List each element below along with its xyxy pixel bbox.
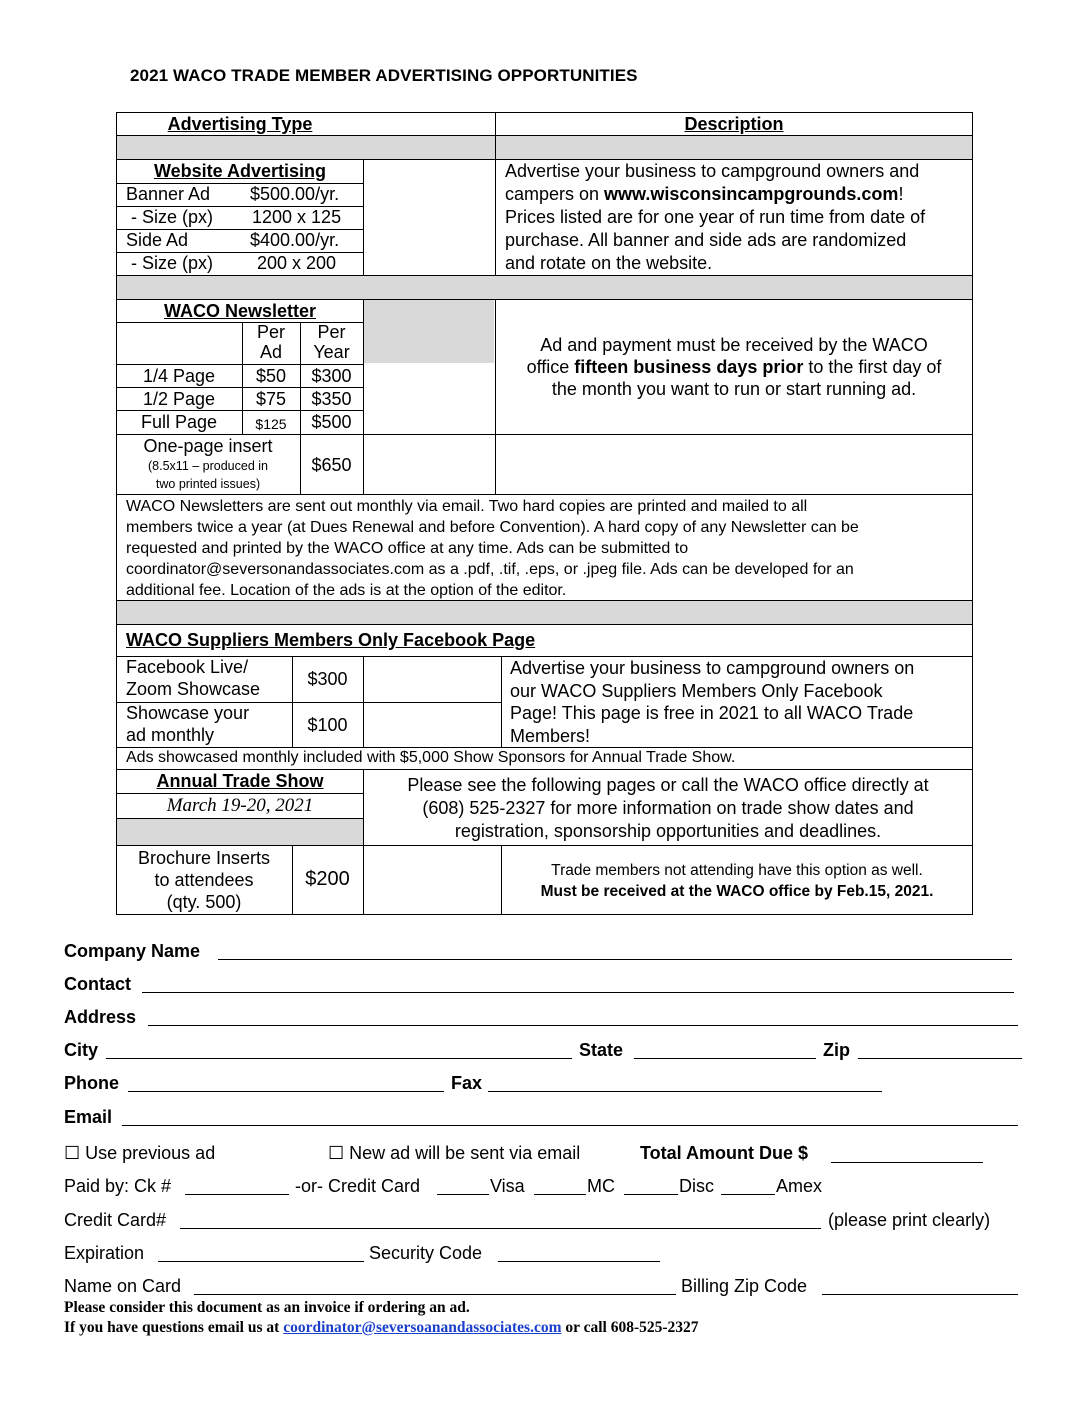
- visa-field[interactable]: [437, 1194, 489, 1195]
- tradeshow-description: Please see the following pages or call the WACO office directly at (608) 525-2327 for more information on trade show dates and registration, sponsorship opportunities and deadlines.: [407, 775, 929, 841]
- name-on-card-label: Name on Card: [64, 1276, 182, 1296]
- coordinator-email-link[interactable]: coordinator@seversoanandassociates.com: [283, 1319, 562, 1336]
- mc-label: MC: [587, 1176, 615, 1196]
- visa-label: Visa: [490, 1176, 525, 1196]
- newsletter-notes: WACO Newsletters are sent out monthly via email. Two hard copies are printed and mailed to all members twice a year (at Dues Renewal and before Convention). A hard copy of any Newsletter can be requested and printed by the WACO office at any time. Ads can be submitted to coordinator@seversonandassociates.com as a .pdf, .tif, .eps, or .jpeg file. Ads can be developed for an additional fee. Location of the ads is at the option of the editor.: [126, 498, 859, 599]
- page-title: 2021 WACO TRADE MEMBER ADVERTISING OPPORTUNITIES: [130, 66, 638, 85]
- tradeshow-heading: Annual Trade Show: [156, 771, 324, 791]
- contact-field[interactable]: [142, 992, 1014, 993]
- name-on-card-field[interactable]: [194, 1294, 676, 1295]
- phone-field[interactable]: [128, 1091, 444, 1092]
- security-code-field[interactable]: [498, 1261, 660, 1262]
- city-label: City: [64, 1040, 99, 1060]
- website-row-value: $400.00/yr.: [250, 230, 340, 250]
- header-description: Description: [684, 114, 784, 134]
- col-per-ad: Per Ad: [256, 322, 285, 362]
- tradeshow-date: March 19-20, 2021: [166, 795, 314, 816]
- company-name-field[interactable]: [218, 959, 1012, 960]
- new-ad-checkbox[interactable]: ☐ New ad will be sent via email: [328, 1143, 581, 1163]
- facebook-row-price: $100: [307, 715, 348, 735]
- amex-field[interactable]: [721, 1194, 775, 1195]
- expiration-field[interactable]: [158, 1261, 364, 1262]
- newsletter-row-label: Full Page: [140, 412, 218, 432]
- newsletter-row-label: 1/2 Page: [142, 389, 216, 409]
- billing-zip-label: Billing Zip Code: [681, 1276, 808, 1296]
- website-row-value: $500.00/yr.: [250, 184, 340, 204]
- state-label: State: [579, 1040, 624, 1060]
- billing-zip-field[interactable]: [822, 1294, 1018, 1295]
- newsletter-row-year: $350: [311, 389, 352, 409]
- insert-price: $650: [311, 455, 352, 475]
- facebook-row-price: $300: [307, 669, 348, 689]
- website-row-value: 1200 x 125: [252, 207, 342, 227]
- check-number-field[interactable]: [185, 1194, 289, 1195]
- website-row-label: Banner Ad: [126, 184, 211, 204]
- security-code-label: Security Code: [369, 1243, 483, 1263]
- fax-field[interactable]: [488, 1091, 882, 1092]
- expiration-label: Expiration: [64, 1243, 145, 1263]
- paid-by-label: Paid by: Ck #: [64, 1176, 172, 1196]
- facebook-row-label: Facebook Live/ Zoom Showcase: [126, 657, 261, 699]
- company-name-label: Company Name: [64, 941, 201, 961]
- zip-label: Zip: [823, 1040, 850, 1060]
- email-label: Email: [64, 1107, 113, 1127]
- total-amount-label: Total Amount Due $: [640, 1143, 808, 1163]
- newsletter-row-ad: $50: [255, 366, 287, 386]
- facebook-row-label: Showcase your ad monthly: [126, 703, 250, 745]
- brochure-description: Trade members not attending have this option as well. Must be received at the WACO office by Feb.15, 2021.: [540, 862, 934, 900]
- city-field[interactable]: [106, 1058, 572, 1059]
- brochure-price: $200: [305, 868, 350, 890]
- col-per-year: Per Year: [313, 322, 350, 362]
- disc-field[interactable]: [624, 1194, 678, 1195]
- contact-label: Contact: [64, 974, 131, 994]
- facebook-heading: WACO Suppliers Members Only Facebook Page: [126, 630, 536, 650]
- insert-note: (8.5x11 – produced in: [148, 459, 268, 473]
- website-row-label: Side Ad: [126, 230, 189, 250]
- newsletter-row-year: $500: [311, 412, 352, 432]
- address-field[interactable]: [148, 1025, 1018, 1026]
- brochure-label: Brochure Inserts to attendees (qty. 500): [137, 848, 271, 912]
- phone-label: Phone: [64, 1073, 120, 1093]
- insert-label: One-page insert: [143, 436, 273, 456]
- website-row-label: - Size (px): [126, 207, 214, 227]
- print-clearly-note: (please print clearly): [828, 1210, 991, 1230]
- credit-card-number-label: Credit Card#: [64, 1210, 167, 1230]
- newsletter-row-label: 1/4 Page: [142, 366, 216, 386]
- newsletter-row-ad: $125: [255, 416, 287, 432]
- credit-card-option-label: -or- Credit Card: [295, 1176, 421, 1196]
- newsletter-row-year: $300: [311, 366, 352, 386]
- facebook-description: Advertise your business to campground owners on our WACO Suppliers Members Only Facebook Page! This page is free in 2021 to all WACO Trade Members!: [510, 658, 915, 746]
- invoice-note: Please consider this document as an invoice if ordering an ad.: [64, 1299, 470, 1316]
- website-row-label: - Size (px): [126, 253, 214, 273]
- fax-label: Fax: [451, 1073, 483, 1093]
- contact-note: If you have questions email us at coordinator@seversoanandassociates.com or call 608-525-2327: [64, 1319, 699, 1336]
- insert-note: two printed issues): [155, 477, 261, 491]
- mc-field[interactable]: [534, 1194, 586, 1195]
- facebook-note: Ads showcased monthly included with $5,000 Show Sponsors for Annual Trade Show.: [126, 749, 736, 766]
- email-field[interactable]: [122, 1125, 1018, 1126]
- website-heading: Website Advertising: [153, 161, 327, 181]
- state-field[interactable]: [634, 1058, 816, 1059]
- newsletter-row-ad: $75: [255, 389, 287, 409]
- address-label: Address: [64, 1007, 137, 1027]
- zip-field[interactable]: [858, 1058, 1022, 1059]
- total-amount-field[interactable]: [831, 1162, 983, 1163]
- credit-card-number-field[interactable]: [180, 1228, 821, 1229]
- website-row-value: 200 x 200: [257, 253, 337, 273]
- newsletter-heading: WACO Newsletter: [163, 301, 317, 321]
- header-advertising-type: Advertising Type: [167, 114, 313, 134]
- amex-label: Amex: [776, 1176, 823, 1196]
- disc-label: Disc: [679, 1176, 714, 1196]
- use-previous-ad-checkbox[interactable]: ☐ Use previous ad: [64, 1143, 216, 1163]
